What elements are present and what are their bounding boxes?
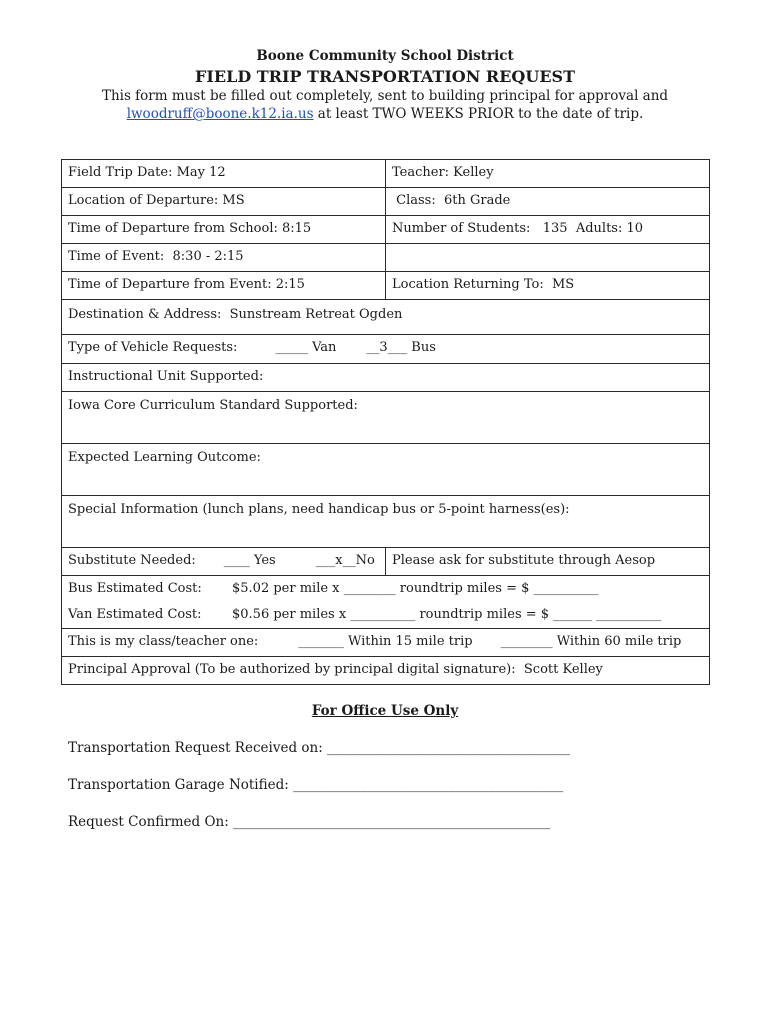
form-row bbox=[62, 392, 710, 444]
form-row bbox=[62, 300, 710, 335]
iowa-core-cell: Iowa Core Curriculum Standard Supported: bbox=[62, 392, 710, 444]
substitute-cell bbox=[62, 548, 386, 576]
van-cost-label: Van Estimated Cost: bbox=[68, 607, 202, 622]
learning-outcome-cell: Expected Learning Outcome: bbox=[62, 444, 710, 496]
within-60-option: ________ Within 60 mile trip bbox=[500, 634, 682, 649]
form-row bbox=[62, 272, 710, 300]
vehicle-bus: __3___ Bus bbox=[366, 340, 436, 355]
vehicle-label: Type of Vehicle Requests: bbox=[68, 340, 238, 355]
time-departure-event-cell: Time of Departure from Event: 2:15 bbox=[62, 272, 386, 300]
time-departure-school-cell: Time of Departure from School: 8:15 bbox=[62, 216, 386, 244]
substitute-yes: ____ Yes bbox=[223, 553, 276, 568]
location-departure-cell: Location of Departure: MS bbox=[62, 188, 386, 216]
teacher-cell: Teacher: Kelley bbox=[386, 160, 710, 188]
instruction-line-2-text: at least TWO WEEKS PRIOR to the date of trip. bbox=[313, 106, 644, 122]
form-row bbox=[62, 244, 710, 272]
form-row bbox=[62, 496, 710, 548]
time-event-cell: Time of Event: 8:30 - 2:15 bbox=[62, 244, 386, 272]
field-trip-date-cell: Field Trip Date: May 12 bbox=[62, 160, 386, 188]
instruction-line-1: This form must be filled out completely, sent to building principal for approval and bbox=[101, 88, 669, 104]
vehicle-type-cell bbox=[62, 335, 710, 364]
request-form-table bbox=[61, 159, 710, 685]
van-cost-value: $0.56 per miles x __________ roundtrip miles = $ ______ __________ bbox=[232, 607, 662, 622]
form-row bbox=[62, 364, 710, 392]
request-received-line: Transportation Request Received on: ____________________________________ bbox=[68, 740, 571, 756]
class-cell: Class: 6th Grade bbox=[386, 188, 710, 216]
form-row bbox=[62, 335, 710, 364]
form-row bbox=[62, 576, 710, 629]
form-row bbox=[62, 160, 710, 188]
substitute-label: Substitute Needed: bbox=[68, 553, 196, 568]
class-teacher-label: This is my class/teacher one: bbox=[68, 634, 259, 649]
form-row bbox=[62, 629, 710, 657]
form-row bbox=[62, 444, 710, 496]
email-link[interactable]: lwoodruff@boone.k12.ia.us bbox=[126, 106, 314, 122]
form-row bbox=[62, 216, 710, 244]
empty-cell bbox=[386, 244, 710, 272]
special-info-cell: Special Information (lunch plans, need handicap bus or 5-point harness(es): bbox=[62, 496, 710, 548]
bus-cost-value: $5.02 per mile x ________ roundtrip miles = $ __________ bbox=[232, 581, 599, 596]
instruction-line-2 bbox=[0, 106, 770, 122]
district-name: Boone Community School District bbox=[256, 48, 514, 64]
within-15-option: _______ Within 15 mile trip bbox=[298, 634, 473, 649]
instructional-unit-cell: Instructional Unit Supported: bbox=[62, 364, 710, 392]
form-title: FIELD TRIP TRANSPORTATION REQUEST bbox=[195, 67, 575, 86]
van-cost-line bbox=[68, 602, 703, 628]
destination-cell: Destination & Address: Sunstream Retreat Ogden bbox=[62, 300, 710, 335]
bus-cost-label: Bus Estimated Cost: bbox=[68, 581, 202, 596]
location-returning-cell: Location Returning To: MS bbox=[386, 272, 710, 300]
request-confirmed-line: Request Confirmed On: _______________________________________________ bbox=[68, 814, 551, 830]
bus-cost-line bbox=[68, 576, 703, 602]
estimated-cost-cell bbox=[62, 576, 710, 629]
form-row bbox=[62, 548, 710, 576]
form-row bbox=[62, 188, 710, 216]
substitute-note-cell: Please ask for substitute through Aesop bbox=[386, 548, 710, 576]
form-row bbox=[62, 657, 710, 685]
principal-approval-cell: Principal Approval (To be authorized by principal digital signature): Scott Kelley bbox=[62, 657, 710, 685]
substitute-no: ___x__No bbox=[315, 553, 375, 568]
garage-notified-line: Transportation Garage Notified: ________________________________________ bbox=[68, 777, 564, 793]
number-students-cell: Number of Students: 135 Adults: 10 bbox=[386, 216, 710, 244]
vehicle-van: _____ Van bbox=[275, 340, 337, 355]
office-use-title: For Office Use Only bbox=[311, 703, 459, 719]
class-teacher-cell bbox=[62, 629, 710, 657]
